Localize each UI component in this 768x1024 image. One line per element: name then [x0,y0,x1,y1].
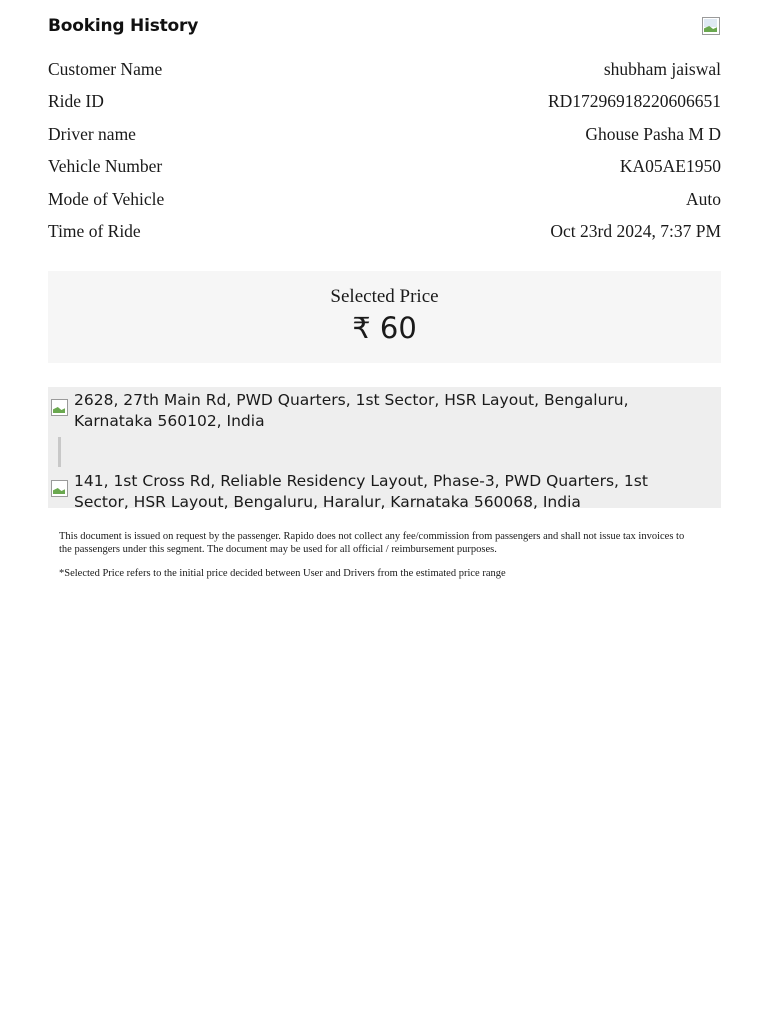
selected-price-box [48,271,721,363]
detail-row-mode-of-vehicle [48,183,721,216]
detail-row-vehicle-number [48,151,721,184]
detail-value: Oct 23rd 2024, 7:37 PM [550,221,721,242]
detail-label: Vehicle Number [48,156,163,177]
detail-label: Customer Name [48,58,163,79]
drop-address: 141, 1st Cross Rd, Reliable Residency Layout, Phase-3, PWD Quarters, 1st Sector, HSR Layout, Bengaluru, Haralur, Karnataka 560068, India [74,472,648,511]
detail-row-ride-id [48,86,721,119]
detail-label: Mode of Vehicle [48,188,165,209]
detail-row-time-of-ride [48,216,721,249]
pickup-location [50,390,721,432]
detail-value: Ghouse Pasha M D [585,123,721,144]
page-title: Booking History [48,16,199,36]
header [48,0,721,52]
price-footnote: *Selected Price refers to the initial price decided between User and Drivers from the estimated price range [59,568,506,579]
detail-label: Ride ID [48,91,104,112]
ride-details [48,53,721,248]
footnotes [48,531,699,581]
selected-price-label: Selected Price [330,286,439,307]
route-connector-line [58,437,61,467]
detail-row-driver-name [48,118,721,151]
detail-label: Driver name [48,123,136,144]
detail-value: KA05AE1950 [619,156,721,177]
broken-image-icon [702,17,720,35]
detail-label: Time of Ride [48,221,141,242]
detail-value: RD17296918220606651 [547,91,721,112]
detail-row-customer-name [48,53,721,86]
booking-receipt [48,0,721,593]
disclaimer-text: This document is issued on request by the passenger. Rapido does not collect any fee/commission from passengers and shall not issue tax invoices to the passengers under this segment. The document may be used for all official / reimbursement purposes. [59,531,685,555]
broken-image-icon [50,398,70,418]
broken-image-icon [50,479,70,499]
detail-value: shubham jaiswal [603,58,721,79]
pickup-address: 2628, 27th Main Rd, PWD Quarters, 1st Sector, HSR Layout, Bengaluru, Karnataka 560102, India [74,391,629,430]
detail-value: Auto [686,188,721,209]
selected-price-value: ₹ 60 [352,311,417,345]
route-box [48,387,721,511]
drop-location [50,471,721,513]
